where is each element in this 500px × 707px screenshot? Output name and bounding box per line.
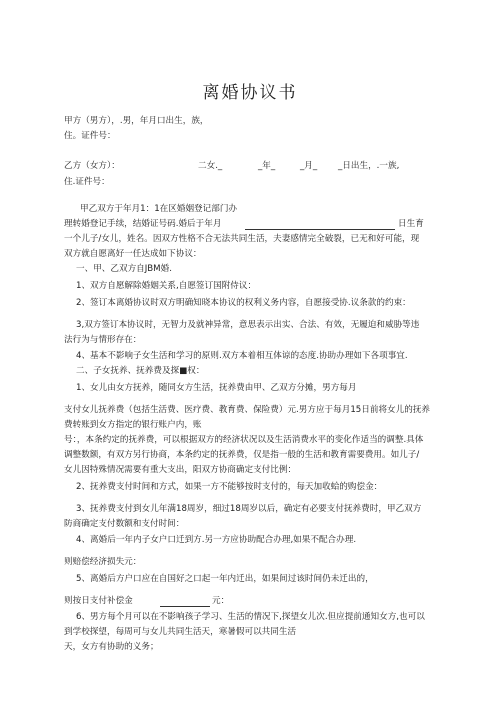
- marriage-line-2: 理转婚登记手续，结婚证号码.婚后于年月: [64, 219, 222, 229]
- party-b-day: _日出生，.一族,: [338, 161, 400, 171]
- blank-underline: [160, 597, 210, 607]
- clause-2-2: 2、抚养费支付时间和方式，如果一方不能够按时支付的，每天加收蛤的购偿金：: [76, 482, 383, 492]
- clause-2-1-cont-2: 费转账到女方指定的银行账户内，账: [64, 420, 202, 430]
- marriage-line-1: 甲乙双方于年月1：1在区婚姻登记部门办: [80, 204, 238, 214]
- blank-underline: [245, 220, 395, 230]
- section-1-heading: 一、甲、乙双方自JBM婚.: [76, 264, 172, 274]
- marriage-line-4: 双方就自愿离好一任达成如下协议：: [64, 249, 202, 259]
- marriage-line-3: 一个儿子/女儿，姓名。因双方性格不合无法共同生活，夫妻感情完全破裂，已无和好可能，现: [64, 234, 420, 244]
- party-a-address: 住。证件号：: [64, 131, 116, 141]
- clause-2-1-cont-3: 号：，本条约定的抚养费，可以根据双方的经济状况以及生活消费水平的变化作适当的调整.具体: [64, 435, 424, 445]
- party-a-line: 甲方（男方），.男，年月口出生，族，: [64, 116, 209, 126]
- party-b-line: 乙方（女方）：: [64, 161, 120, 171]
- clause-2-1: 1、女儿由女方抚养，随同女方生活，抚养费由甲、乙双方分摊，男方每月: [76, 383, 357, 393]
- clause-2-1-cont-5: 女儿因特殊情况需要有重大支出，阳双方协商确定支付比例：: [64, 465, 297, 475]
- clause-2-6-cont-2: 天，女方有协助的义务；: [64, 642, 159, 652]
- clause-2-6: 6、男方每个月可以在不影响孩子学习、生活的情况下,探望女儿次.但应提前通知女方,也可以: [76, 612, 425, 622]
- clause-2-6-cont-1: 到学校探望，每周可与女儿共同生活天，寒暑假可以共同生活: [64, 627, 297, 637]
- clause-1-4: 4、基本不影响子女生活和学习的原则.双方本着相互体谅的态度.协助办理如下各项事宜.: [76, 351, 408, 361]
- party-b-address: 住.证件号：: [64, 177, 110, 187]
- clause-1-3-cont: 法行为与情形存在：: [64, 335, 142, 345]
- section-2-heading: 二、子女抚养、抚养费及探■权：: [76, 366, 205, 376]
- clause-1-2: 2、签订本离婚协议时双方明确知晓本协议的权利义务内容，自愿接受协.议条款的约束：: [76, 298, 411, 308]
- clause-2-5-cont-b: 元：: [212, 596, 230, 606]
- clause-1-3: 3,双方签订本协议时，无智力及就神异常，意思表示出实、合法、有效，无履迫和威胁等违: [76, 320, 420, 330]
- clause-2-1-cont-4: 调整数额，有双方另行协商，本条约定的抚养费，仅是指一般的生活和教育需要费用。如儿子/: [64, 450, 420, 460]
- clause-2-1-cont-1: 支付女儿抚养费（包括生活费、医疗费、教育费、保险费）元.男方应于每月15日前将女儿的抚养: [64, 405, 431, 415]
- clause-2-3-cont: 防商确定支付数额和支付时间：: [64, 519, 185, 529]
- clause-1-1: 1、双方自愿解除婚姻关系,自愿签订国附侍议：: [76, 281, 257, 291]
- party-b-month: _月_: [300, 161, 318, 171]
- clause-2-5-cont: 则按日支付补偿金: [64, 596, 133, 606]
- clause-2-3: 3、抚养费支付到女儿年满18周岁，细过18周岁以后，确定有必要支付抚养费时，甲乙双方: [76, 504, 422, 514]
- party-b-year: _年_: [258, 161, 276, 171]
- clause-2-4: 4、离婚后一年内子女户口迁到方.另一方应协助配合办理,如果不配合办理.: [76, 535, 357, 545]
- clause-2-5: 5、离婚后方户口应在自国好之口起一年内迁出，如果间过该时间仍未迁出的，: [76, 574, 374, 584]
- marriage-line-2b: 日生育: [398, 219, 424, 229]
- document-title: 离婚协议书: [202, 83, 298, 103]
- party-b-gender: 二女._: [198, 161, 223, 171]
- clause-2-4-cont: 则赔偿经济损失元：: [64, 557, 142, 567]
